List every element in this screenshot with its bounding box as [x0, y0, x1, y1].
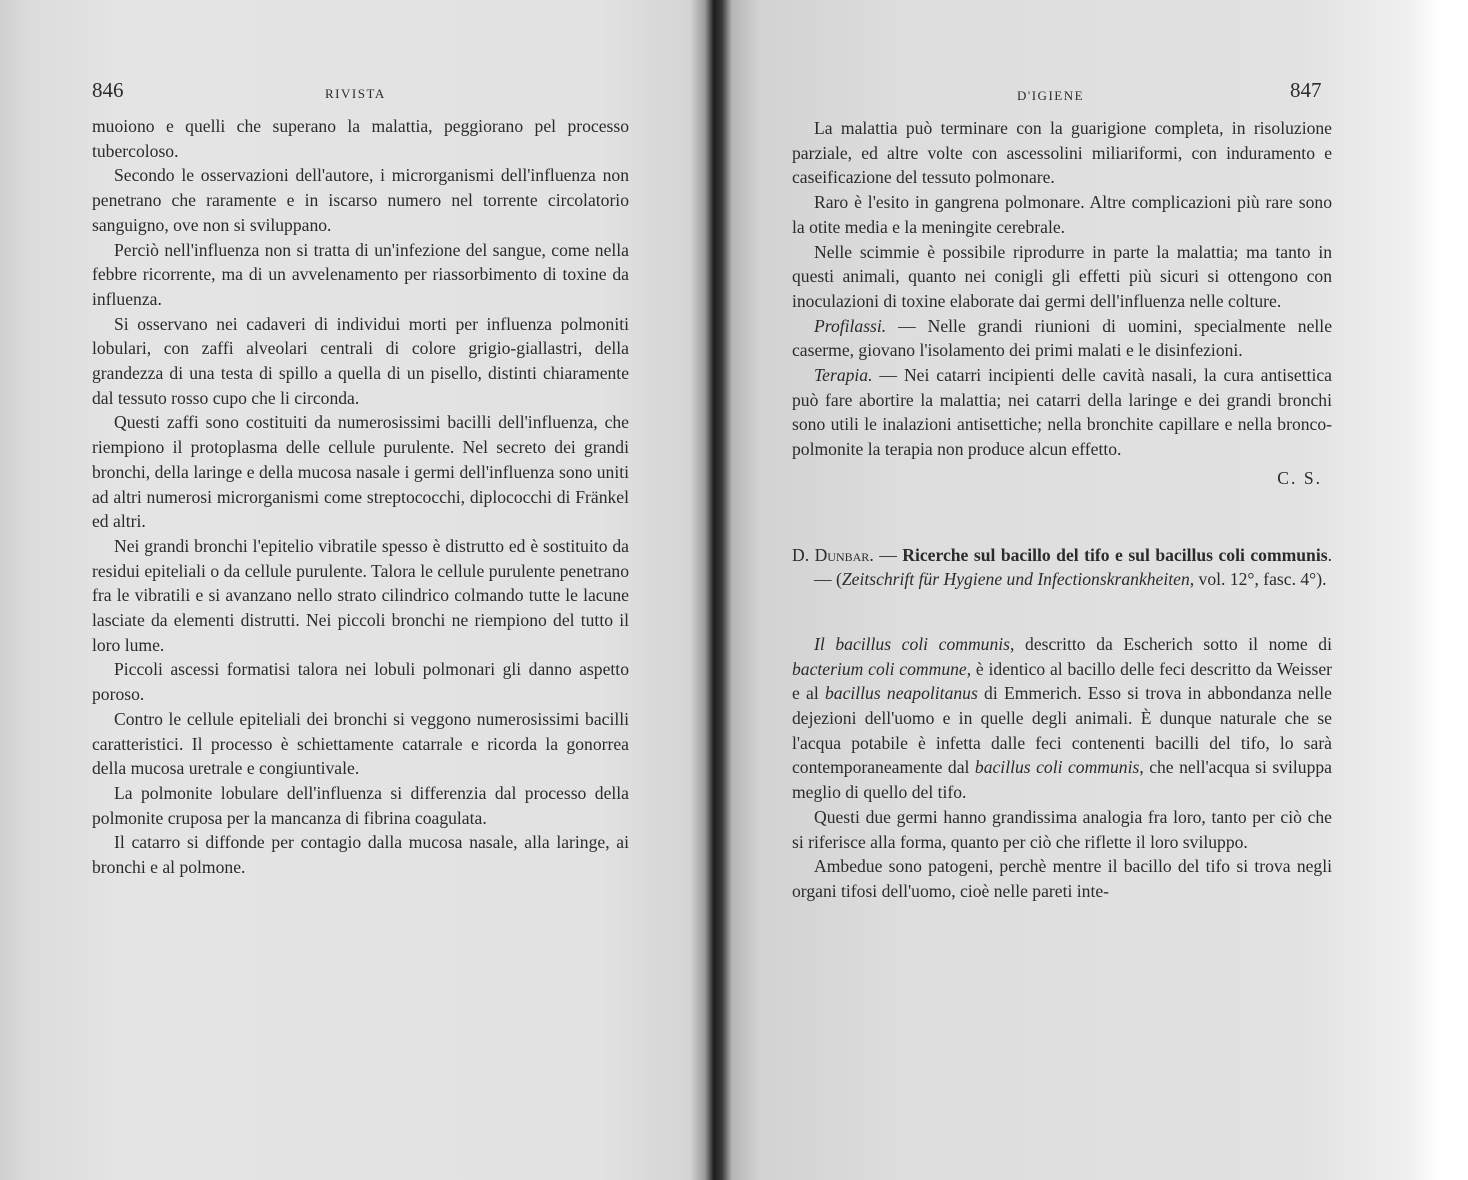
- review-journal: Zeitschrift für Hygiene und Infectionskrankheiten: [841, 569, 1190, 590]
- terapia-text: — Nei catarri incipienti delle cavità nasali, la cura antisettica può fare abortire la malattia; nei catarri della laringe e dei grandi bronchi sono utili le inalazioni antisettiche; nella bronchite capillare e nella bronco-polmonite la terapia non produce alcun effetto.: [792, 365, 1332, 460]
- review-dash: . — (: [814, 544, 1332, 590]
- paragraph: muoiono e quelli che superano la malattia, peggiorano pel processo tubercoloso.: [92, 116, 629, 161]
- running-head-right: D'IGIENE: [1017, 88, 1085, 103]
- paragraph: Piccoli ascessi formatisi talora nei lobuli polmonari gli danno aspetto poroso.: [92, 659, 629, 705]
- paragraph: La polmonite lobulare dell'influenza si differenzia dal processo della polmonite cruposa per la mancanza di fibrina coagulata.: [92, 782, 629, 828]
- section-label-profilassi: Profilassi.: [814, 315, 887, 336]
- text-span: , è identico al bacillo delle feci descritto da Weisser e al: [792, 658, 1332, 704]
- profilassi-text: — Nelle grandi riunioni di uomini, specialmente nelle caserme, giovano l'isolamento dei primi malati e le disinfezioni.: [792, 315, 1332, 361]
- paragraph: Secondo le osservazioni dell'autore, i microrganismi dell'influenza non penetrano che raramente e in iscarso numero nel torrente circolatorio sanguigno, ove non si sviluppano.: [92, 165, 629, 235]
- right-page: [725, 0, 1445, 1180]
- italic-term: bacillus coli communis: [974, 757, 1140, 778]
- review-heading: [792, 543, 1332, 592]
- page-number-left: 846: [92, 78, 124, 102]
- paragraph-terapia: [792, 363, 1332, 462]
- paragraph: Nei grandi bronchi l'epitelio vibratile spesso è distrutto ed è sostituito da residui epiteliali o da cellule purulente. Talora le cellule purulente penetrano fra le vibratili e si avanzano nello strato cilindrico colmando tutte le lacune lasciate da elementi distrutti. Nei piccoli bronchi ne riempiono del tutto il loro lume.: [92, 535, 629, 655]
- review-author: Dunbar: [814, 544, 870, 565]
- review-volume: , vol. 12°, fasc. 4°).: [1189, 569, 1327, 590]
- left-body-text: [92, 114, 629, 880]
- review-title: Ricerche sul bacillo del tifo e sul bacillus coli communis: [902, 544, 1328, 565]
- review-author-initial: D.: [792, 544, 815, 565]
- paragraph: Contro le cellule epiteliali dei bronchi si veggono numerosissimi bacilli caratteristici. Il processo è schiettamente catarrale e ricorda la gonorrea della mucosa uretrale e congiuntivale.: [92, 708, 629, 779]
- paragraph: Il catarro si diffonde per contagio dalla mucosa nasale, alla laringe, ai bronchi e al polmone.: [92, 832, 629, 878]
- italic-term: bacillus neapolitanus: [824, 683, 978, 704]
- paragraph: Si osservano nei cadaveri di individui morti per influenza polmoniti lobulari, con zaffi alveolari centrali di colore grigio-giallastri, della grandezza di una testa di spillo a quella di un pisello, distinti chiaramente dal tessuto rosso cupo che li circonda.: [92, 313, 629, 408]
- text-span: di Emmerich. Esso si trova in abbondanza nelle dejezioni dell'uomo e in quelle degli animali. È dunque naturale che se l'acqua potabile è infetta dalle feci contenenti bacilli del tifo, lo sarà contemporaneamente dal: [792, 683, 1332, 778]
- paragraph-profilassi: [792, 314, 1332, 363]
- signature: C. S.: [1277, 467, 1322, 488]
- review-dash: . —: [869, 544, 903, 565]
- italic-term: Il bacillus coli communis: [814, 633, 1011, 654]
- paragraph: Nelle scimmie è possibile riprodurre in parte la malattia; ma tanto in questi animali, quanto nei conigli gli effetti più sicuri si ottengono con inoculazioni di toxine elaborate dai germi dell'influenza nelle colture.: [792, 241, 1332, 311]
- paragraph: Questi zaffi sono costituiti da numerosissimi bacilli dell'influenza, che riempiono il protoplasma delle cellule purulente. Nel secreto dei grandi bronchi, della laringe e della mucosa nasale i germi dell'influenza sono uniti ad altri numerosi microrganismi come streptococchi, diplococchi di Fränkel ed altri.: [92, 412, 629, 532]
- right-body-text: [792, 116, 1332, 904]
- paragraph: La malattia può terminare con la guarigione completa, in risoluzione parziale, ed altre volte con ascessolini miliariformi, con induramento e caseificazione del tessuto polmonare.: [792, 118, 1332, 188]
- running-head-left: RIVISTA: [325, 86, 386, 101]
- paragraph: Perciò nell'influenza non si tratta di un'infezione del sangue, come nella febbre ricorrente, ma di un avvelenamento per riassorbimento di toxine da influenza.: [92, 239, 629, 309]
- section-label-terapia: Terapia.: [814, 365, 873, 386]
- italic-term: bacterium coli commune: [792, 658, 967, 679]
- paragraph: Questi due germi hanno grandissima analogia fra loro, tanto per ciò che si riferisce alla forma, quanto per ciò che riflette il loro sviluppo.: [792, 806, 1332, 852]
- text-span: , che nell'acqua si sviluppa meglio di quello del tifo.: [792, 757, 1332, 803]
- paragraph: Raro è l'esito in gangrena polmonare. Altre complicazioni più rare sono la otite media e la meningite cerebrale.: [792, 192, 1332, 237]
- left-page: [0, 0, 705, 1180]
- paragraph: Ambedue sono patogeni, perchè mentre il bacillo del tifo si trova negli organi tifosi dell'uomo, cioè nelle pareti inte-: [792, 856, 1332, 901]
- text-span: , descritto da Escherich sotto il nome di: [1010, 633, 1332, 654]
- paragraph: [792, 632, 1332, 805]
- page-number-right: 847: [1290, 78, 1322, 102]
